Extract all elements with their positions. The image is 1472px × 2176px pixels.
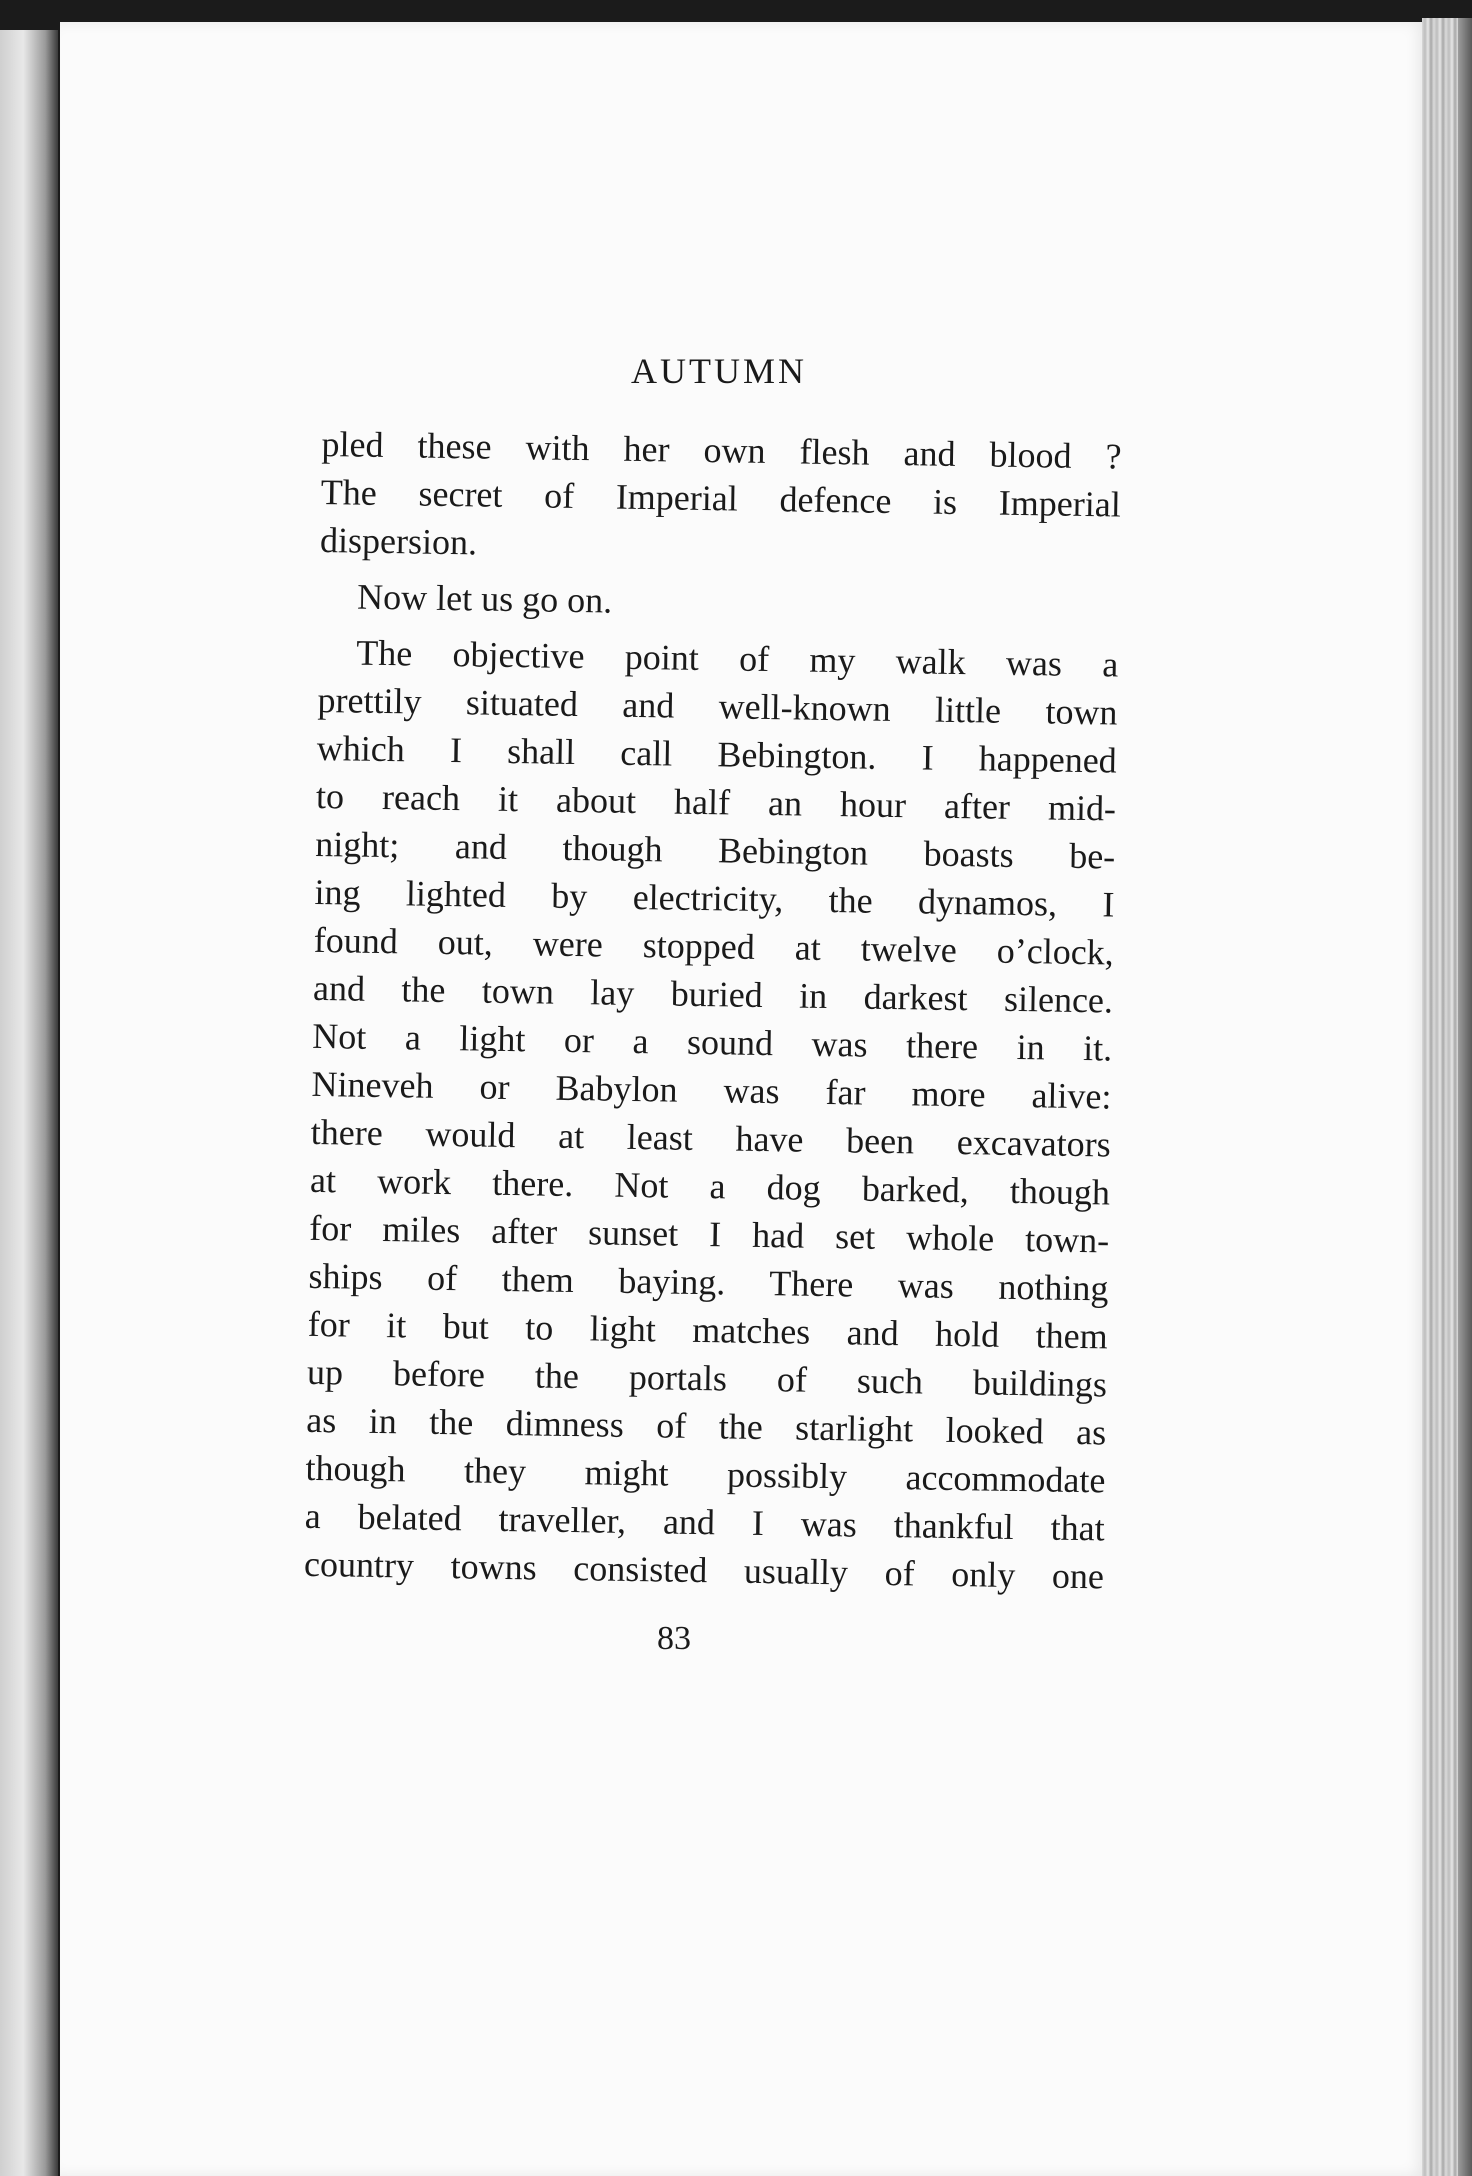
text-line: at work there. Not a dog barked, though (309, 1159, 1111, 1213)
page-number: 83 (657, 1620, 691, 1657)
text-line: ing lighted by electricity, the dynamos, I (314, 871, 1115, 925)
text-line: a belated traveller, and I was thankful that (304, 1495, 1106, 1549)
text-line: as in the dimness of the starlight looked as (305, 1399, 1107, 1453)
text-line: dispersion. (319, 519, 478, 563)
text-line: for it but to light matches and hold them (307, 1303, 1109, 1357)
text-line: The secret of Imperial defence is Imperial (320, 471, 1122, 525)
text-line: Nineveh or Babylon was far more alive: (311, 1063, 1112, 1117)
text-line: which I shall call Bebington. I happened (316, 727, 1118, 781)
text-line: found out, were stopped at twelve o’clock, (313, 919, 1115, 973)
text-line: ships of them baying. There was nothing (308, 1255, 1109, 1309)
text-line: and the town lay buried in darkest silence. (312, 967, 1114, 1021)
text-line: prettily situated and well-known little town (317, 679, 1118, 733)
text-line: night; and though Bebington boasts be- (315, 823, 1116, 877)
text-line: up before the portals of such buildings (306, 1351, 1108, 1405)
text-line: though they might possibly accommodate (305, 1447, 1106, 1501)
text-line: country towns consisted usually of only one (303, 1543, 1105, 1597)
book-page (60, 22, 1428, 2176)
text-line: Not a light or a sound was there in it. (312, 1015, 1113, 1069)
text-line: to reach it about half an hour after mid- (315, 775, 1117, 829)
text-line: there would at least have been excavators (310, 1111, 1112, 1165)
text-line: for miles after sunset I had set whole town- (308, 1207, 1110, 1261)
running-head: AUTUMN (631, 351, 807, 391)
text-line: Now let us go on. (356, 576, 613, 621)
text-line: The objective point of my walk was a (356, 632, 1119, 685)
text-line: pled these with her own flesh and blood ? (321, 423, 1122, 477)
body-text (304, 420, 1122, 1600)
book-block-edge (1422, 18, 1472, 2176)
